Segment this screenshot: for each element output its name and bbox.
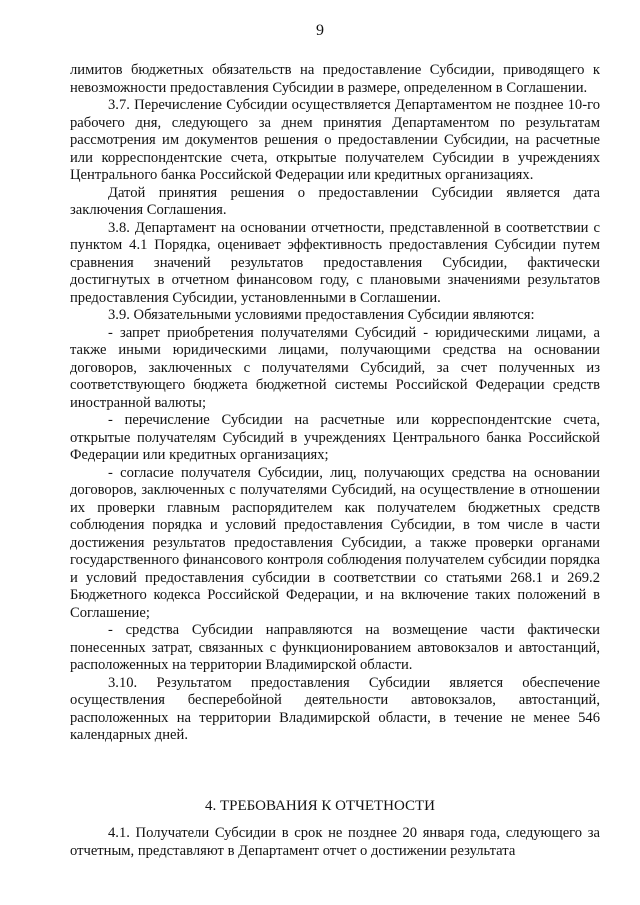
body-text xyxy=(70,62,600,745)
tail-text xyxy=(70,825,600,860)
paragraph: 3.10. Результатом предоставления Субсидии является обеспечение осуществления бесперебойной деятельности автовокзалов, автостанций, расположенных на территории Владимирской области, в течение не менее 546 календарных дней. xyxy=(70,674,600,743)
paragraph: 3.7. Перечисление Субсидии осуществляется Департаментом не позднее 10-го рабочего дня, следующего за днем принятия Департаментом по результатам рассмотрения им документов решения о предоставлении Субсидии, на расчетные или корреспондентские счета, открытые получателем Субсидии в учреждениях Центрального банка Российской Федерации или кредитных организациях. xyxy=(70,97,600,183)
paragraph: 3.9. Обязательными условиями предоставления Субсидии являются: xyxy=(108,307,535,323)
paragraph: 4.1. Получатели Субсидии в срок не позднее 20 января года, следующего за отчетным, представляют в Департамент отчет о достижении результата xyxy=(70,825,600,859)
paragraph: - средства Субсидии направляются на возмещение части фактически понесенных затрат, связанных с функционированием автовокзалов и автостанций, расположенных на территории Владимирской области. xyxy=(70,622,600,673)
paragraph: 3.8. Департамент на основании отчетности, представленной в соответствии с пунктом 4.1 Порядка, оценивает эффективность предоставления Субсидии путем сравнения значений результатов предоставления Субсидии, фактически достигнутых в отчетном финансовом году, с плановыми значениями результатов предоставления Субсидии, установленными в Соглашении. xyxy=(70,219,600,306)
section-heading: 4. ТРЕБОВАНИЯ К ОТЧЕТНОСТИ xyxy=(205,798,435,814)
paragraph: - согласие получателя Субсидии, лиц, получающих средства на основании договоров, заключенных с получателями Субсидий, на осуществление в отношении их проверки главным распорядителем как получателем бюджетных средств соблюдения порядка и условий предоставления Субсидии, в том числе в части достижения результатов предоставления Субсидии, а также проверки органами государственного финансового контроля соблюдения получателем субсидии порядка и условий предоставления субсидии в соответствии со статьями 268.1 и 269.2 Бюджетного кодекса Российской Федерации, и на включение таких положений в Соглашение; xyxy=(70,464,600,621)
page-number: 9 xyxy=(316,22,324,39)
paragraph: - перечисление Субсидии на расчетные или корреспондентские счета, открытые получателям Субсидий в учреждениях Центрального банка Российской Федерации или кредитных организациях; xyxy=(70,412,600,463)
paragraph: Датой принятия решения о предоставлении Субсидии является дата заключения Соглашения. xyxy=(70,184,600,218)
paragraph: - запрет приобретения получателями Субсидий - юридическими лицами, а также иными юридическими лицами, получающими средства на основании договоров, заключенных с получателями Субсидий, за счет полученных из соответствующего бюджета бюджетной системы Российской Федерации средств иностранной валюты; xyxy=(70,324,600,411)
paragraph: лимитов бюджетных обязательств на предоставление Субсидии, приводящего к невозможности предоставления Субсидии в размере, определенном в Соглашении. xyxy=(70,62,600,96)
